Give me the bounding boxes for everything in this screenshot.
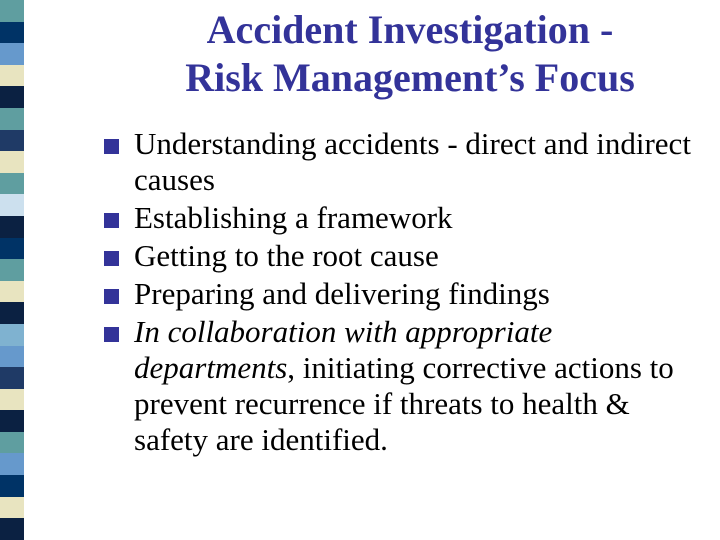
stripe-segment [0,389,24,411]
stripe-segment [0,238,24,260]
stripe-segment [0,475,24,497]
stripe-segment [0,43,24,65]
stripe-segment [0,65,24,87]
stripe-segment [0,108,24,130]
square-bullet-icon [104,213,119,228]
stripe-segment [0,302,24,324]
stripe-segment [0,22,24,44]
stripe-segment [0,151,24,173]
stripe-segment [0,86,24,108]
stripe-segment [0,518,24,540]
square-bullet-icon [104,289,119,304]
title-line-1: Accident Investigation - [206,7,614,52]
bullet-text-1: Understanding accidents - direct and indirect causes [134,126,691,197]
bullet-text-5-italic: In collaboration with appropriate departments [134,314,553,385]
bullet-text-5: , initiating corrective actions to prevent recurrence if threats to health & safety are identified. [134,350,674,457]
bullet-item-5 [102,314,702,458]
stripe-segment [0,173,24,195]
stripe-segment [0,0,24,22]
decorative-stripe-bar [0,0,24,540]
square-bullet-icon [104,251,119,266]
stripe-segment [0,281,24,303]
stripe-segment [0,130,24,152]
stripe-segment [0,497,24,519]
stripe-segment [0,367,24,389]
stripe-segment [0,453,24,475]
bullet-item-1 [102,126,702,198]
stripe-segment [0,194,24,216]
stripe-segment [0,324,24,346]
square-bullet-icon [104,139,119,154]
bullet-text-4: Preparing and delivering findings [134,276,550,311]
stripe-segment [0,410,24,432]
bullet-item-3 [102,238,702,274]
square-bullet-icon [104,327,119,342]
bullet-list [102,126,702,460]
stripe-segment [0,216,24,238]
title-line-2: Risk Management’s Focus [185,55,635,100]
stripe-segment [0,346,24,368]
stripe-segment [0,432,24,454]
stripe-segment [0,259,24,281]
slide-title [110,6,710,102]
bullet-item-4 [102,276,702,312]
bullet-item-2 [102,200,702,236]
bullet-text-3: Getting to the root cause [134,238,439,273]
bullet-text-2: Establishing a framework [134,200,453,235]
